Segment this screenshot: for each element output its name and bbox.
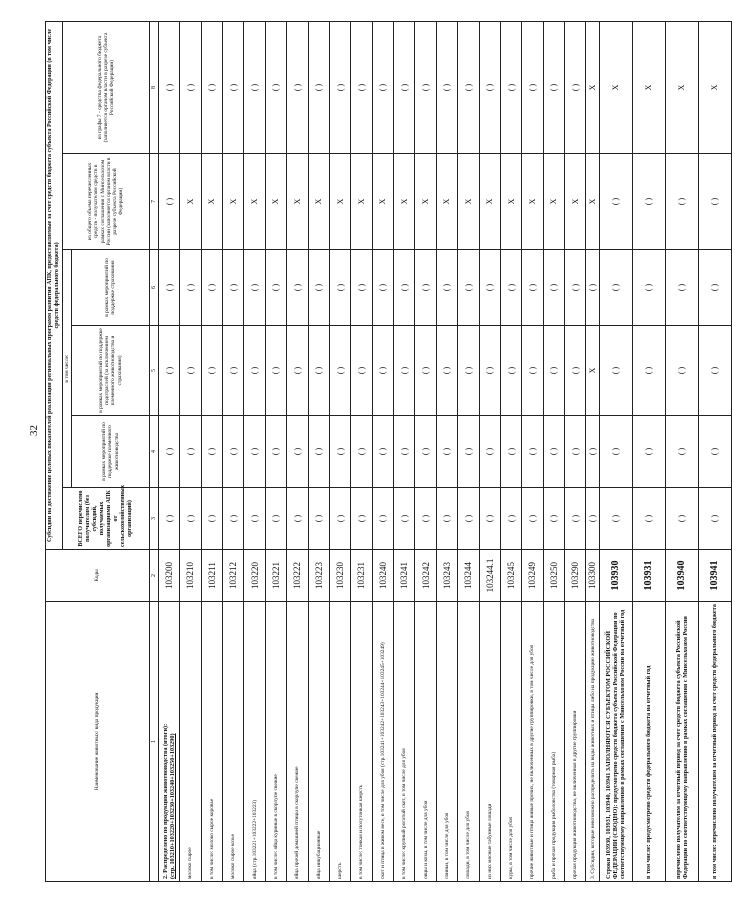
row-cell[interactable]: ( ) xyxy=(329,488,350,550)
row-code: 103941 xyxy=(698,550,731,602)
row-cell[interactable]: ( ) xyxy=(543,326,564,416)
row-cell[interactable]: ( ) xyxy=(479,416,500,488)
header-sub2: в рамках мероприятий по поддержке подотраслей (за исключением племенного животноводства и страхования) xyxy=(71,326,149,416)
row-name xyxy=(265,602,286,882)
row-cell[interactable]: ( ) xyxy=(329,21,350,153)
row-code: 103250 xyxy=(543,550,564,602)
row-cell[interactable]: ( ) xyxy=(436,21,457,153)
row-cell[interactable]: X xyxy=(265,154,286,250)
row-cell[interactable]: X xyxy=(329,154,350,250)
row-name-text: прочие животные и птица живые прочих, не включенных в другие группировки, в том числе для убоя xyxy=(529,644,536,879)
row-name xyxy=(351,602,372,882)
row-name xyxy=(415,602,436,882)
col-number: 7 xyxy=(149,154,158,250)
row-cell[interactable]: ( ) xyxy=(287,416,308,488)
header-total-col: ВСЕГО перечислено получателям (без субсидий, получаемых организациями АПК от сельскохозяйственных организаций) xyxy=(62,488,149,550)
row-cell[interactable]: ( ) xyxy=(223,21,244,153)
row-name-text: шерсть xyxy=(337,862,344,879)
row-cell[interactable]: ( ) xyxy=(586,250,599,326)
row-name xyxy=(458,602,479,882)
row-name xyxy=(543,602,564,882)
row-name xyxy=(308,602,329,882)
row-name xyxy=(632,602,665,882)
header-name-col: Наименование животных/ вида продукции xyxy=(46,602,150,882)
row-cell[interactable]: ( ) xyxy=(265,416,286,488)
row-name xyxy=(479,602,500,882)
table-row xyxy=(244,21,265,881)
row-name xyxy=(223,602,244,882)
row-cell[interactable]: ( ) xyxy=(698,326,731,416)
row-name-text: скот и птица в живом весе, в том числе для убоя (стр.103241+103242+103243+103244+103245+103249) xyxy=(379,642,386,879)
row-name xyxy=(522,602,543,882)
col-number: 5 xyxy=(149,326,158,416)
row-cell[interactable]: ( ) xyxy=(158,326,179,416)
row-cell[interactable]: ( ) xyxy=(436,326,457,416)
row-cell[interactable]: ( ) xyxy=(458,488,479,550)
header-sub3: в рамках мероприятий по поддержке страхования xyxy=(71,250,149,326)
row-name-text: в том числе: перечислено получателям за отчетный период за счет средств федерального бюджета xyxy=(711,604,719,879)
table-row xyxy=(522,21,543,881)
row-cell[interactable]: ( ) xyxy=(522,326,543,416)
row-name xyxy=(372,602,393,882)
header-group-title: Субсидии на достижение целевых показателей реализации региональных программ развития АПК, предоставляемые за счет средств бюджета субъекта Российской Федерации (в том числе средств федерального бюджета) xyxy=(46,21,63,549)
row-name-text: 2. Распределено по продукции животноводства (итоги): xyxy=(162,723,170,879)
row-name xyxy=(287,602,308,882)
row-cell[interactable]: ( ) xyxy=(158,154,179,250)
row-cell[interactable]: ( ) xyxy=(565,326,586,416)
row-cell[interactable]: ( ) xyxy=(351,488,372,550)
row-code: 103244 xyxy=(458,550,479,602)
row-cell[interactable]: ( ) xyxy=(265,488,286,550)
row-code: 103940 xyxy=(665,550,698,602)
row-cell[interactable]: ( ) xyxy=(522,416,543,488)
table-body xyxy=(158,21,731,881)
row-cell[interactable]: ( ) xyxy=(586,416,599,488)
row-name-text: овцы и козы, в том числе для убоя xyxy=(422,800,429,879)
row-name xyxy=(436,602,457,882)
col-number: 8 xyxy=(149,21,158,153)
row-cell[interactable]: ( ) xyxy=(698,416,731,488)
row-formula: (стр. 103210+103220+103230+103240+103250+103290) xyxy=(169,733,177,879)
row-code: 103300 xyxy=(586,550,599,602)
row-cell[interactable]: ( ) xyxy=(158,21,179,153)
row-cell[interactable]: ( ) xyxy=(599,326,632,416)
row-cell[interactable]: ( ) xyxy=(180,416,201,488)
row-cell[interactable]: X xyxy=(500,154,521,250)
row-cell[interactable]: ( ) xyxy=(351,416,372,488)
table-row xyxy=(158,21,179,881)
col-number: 1 xyxy=(149,602,158,882)
row-cell[interactable]: X xyxy=(287,154,308,250)
row-code: 103210 xyxy=(180,550,201,602)
table-row xyxy=(586,21,599,881)
row-name-text: в том числе: яйца куриные в скорлупе свежие xyxy=(272,774,279,879)
header-in-that-number: в том числе: xyxy=(62,250,71,488)
row-cell[interactable]: X xyxy=(522,154,543,250)
row-cell[interactable]: ( ) xyxy=(632,154,665,250)
header-code-col: Коды xyxy=(46,550,150,602)
row-cell[interactable]: X xyxy=(351,154,372,250)
column-numbers-row xyxy=(149,21,158,881)
row-code: 103221 xyxy=(265,550,286,602)
row-code: 103244.1 xyxy=(479,550,500,602)
row-cell[interactable]: ( ) xyxy=(329,326,350,416)
table-row xyxy=(599,21,632,881)
row-cell[interactable]: ( ) xyxy=(223,416,244,488)
row-cell[interactable]: ( ) xyxy=(665,416,698,488)
row-cell[interactable]: ( ) xyxy=(543,250,564,326)
col-number: 2 xyxy=(149,550,158,602)
row-cell[interactable]: X xyxy=(543,154,564,250)
row-name-text: рыба и прочая продукция рыболовства (товарная рыба) xyxy=(550,751,557,879)
row-cell[interactable]: ( ) xyxy=(698,488,731,550)
row-cell[interactable]: ( ) xyxy=(632,416,665,488)
row-cell[interactable]: ( ) xyxy=(698,154,731,250)
row-cell[interactable]: ( ) xyxy=(479,488,500,550)
row-cell[interactable]: ( ) xyxy=(201,488,222,550)
row-code: 103230 xyxy=(329,550,350,602)
row-cell[interactable]: ( ) xyxy=(500,326,521,416)
table-row xyxy=(329,21,350,881)
row-cell[interactable]: ( ) xyxy=(394,416,415,488)
table-row xyxy=(394,21,415,881)
row-code: 103231 xyxy=(351,550,372,602)
page-number: 32 xyxy=(28,425,40,436)
row-cell[interactable]: X xyxy=(415,154,436,250)
row-cell[interactable]: ( ) xyxy=(500,21,521,153)
row-name-text: Строки 103930, 103931, 103940, 103941 ЗАПОЛНЯЮТСЯ СУБЪЕКТОМ РОССИЙСКОЙ ФЕДЕРАЦИИ (СВОДНО): предусмотрено средств бюджета субъекта Российской Федерации по соответствующему направлению в рамках соглашения с Минсельхозом России на отчетный год xyxy=(605,609,627,879)
row-cell[interactable]: ( ) xyxy=(351,21,372,153)
row-cell[interactable]: X xyxy=(201,154,222,250)
row-cell[interactable]: ( ) xyxy=(158,416,179,488)
row-cell[interactable]: ( ) xyxy=(394,326,415,416)
row-name xyxy=(180,602,201,882)
row-cell[interactable]: ( ) xyxy=(436,250,457,326)
row-cell[interactable]: ( ) xyxy=(158,250,179,326)
row-cell[interactable]: ( ) xyxy=(458,326,479,416)
row-cell[interactable]: ( ) xyxy=(351,326,372,416)
row-cell[interactable]: ( ) xyxy=(287,21,308,153)
row-name-text: из них мясные табунные лошади xyxy=(486,803,493,879)
table-row xyxy=(565,21,586,881)
row-cell[interactable]: ( ) xyxy=(586,488,599,550)
row-cell[interactable]: ( ) xyxy=(287,250,308,326)
row-cell[interactable]: ( ) xyxy=(394,250,415,326)
row-cell[interactable]: ( ) xyxy=(329,416,350,488)
row-name xyxy=(329,602,350,882)
row-cell[interactable]: ( ) xyxy=(308,326,329,416)
table-row xyxy=(180,21,201,881)
row-cell[interactable]: ( ) xyxy=(415,326,436,416)
row-cell[interactable]: ( ) xyxy=(665,326,698,416)
row-cell[interactable]: X xyxy=(394,154,415,250)
row-cell[interactable]: ( ) xyxy=(565,416,586,488)
table-row xyxy=(372,21,393,881)
col-number: 4 xyxy=(149,416,158,488)
table-row xyxy=(308,21,329,881)
row-cell[interactable]: ( ) xyxy=(308,250,329,326)
row-code: 103290 xyxy=(565,550,586,602)
row-cell[interactable]: ( ) xyxy=(599,488,632,550)
row-cell[interactable]: ( ) xyxy=(223,326,244,416)
row-cell[interactable]: X xyxy=(372,154,393,250)
table-row xyxy=(201,21,222,881)
row-cell[interactable]: X xyxy=(458,154,479,250)
row-cell[interactable]: ( ) xyxy=(500,416,521,488)
row-cell[interactable]: X xyxy=(244,154,265,250)
table-row xyxy=(415,21,436,881)
table-row xyxy=(351,21,372,881)
row-code: 103930 xyxy=(599,550,632,602)
row-cell[interactable]: ( ) xyxy=(244,21,265,153)
row-cell[interactable]: ( ) xyxy=(372,416,393,488)
row-cell[interactable]: ( ) xyxy=(599,154,632,250)
row-name-text: молоко сырое xyxy=(187,847,194,879)
row-cell[interactable]: ( ) xyxy=(223,250,244,326)
row-code: 103931 xyxy=(632,550,665,602)
row-cell[interactable]: ( ) xyxy=(458,250,479,326)
row-cell[interactable]: ( ) xyxy=(565,250,586,326)
row-cell[interactable]: ( ) xyxy=(543,416,564,488)
row-cell[interactable]: X xyxy=(308,154,329,250)
row-cell[interactable]: ( ) xyxy=(372,21,393,153)
header-of-col7: из графы 7 - средства федерального бюджета (заполняется органом власти в разрезе субъекта Российской Федерации) xyxy=(62,21,149,153)
row-name-text: яйца инкубационные xyxy=(315,830,322,879)
row-cell[interactable]: X xyxy=(632,21,665,153)
row-cell[interactable]: ( ) xyxy=(265,250,286,326)
row-name-text: молоко сырое козье xyxy=(230,833,237,879)
table-row xyxy=(265,21,286,881)
row-code: 103220 xyxy=(244,550,265,602)
row-cell[interactable]: ( ) xyxy=(287,488,308,550)
row-code: 103240 xyxy=(372,550,393,602)
row-code: 103212 xyxy=(223,550,244,602)
row-name xyxy=(158,602,179,882)
row-code: 103249 xyxy=(522,550,543,602)
col-number: 3 xyxy=(149,488,158,550)
table-row xyxy=(458,21,479,881)
row-name xyxy=(665,602,698,882)
row-name xyxy=(599,602,632,882)
row-name xyxy=(586,602,599,882)
row-cell[interactable]: ( ) xyxy=(632,250,665,326)
row-cell[interactable]: X xyxy=(599,21,632,153)
row-name xyxy=(201,602,222,882)
row-cell[interactable]: ( ) xyxy=(436,416,457,488)
row-cell[interactable]: ( ) xyxy=(458,416,479,488)
row-cell[interactable]: X xyxy=(586,21,599,153)
row-cell[interactable]: ( ) xyxy=(287,326,308,416)
row-cell[interactable]: X xyxy=(565,154,586,250)
row-code: 103200 xyxy=(158,550,179,602)
table-row xyxy=(665,21,698,881)
row-cell[interactable]: ( ) xyxy=(394,488,415,550)
row-cell[interactable]: ( ) xyxy=(329,250,350,326)
row-cell[interactable]: ( ) xyxy=(415,488,436,550)
row-cell[interactable]: ( ) xyxy=(522,488,543,550)
table-row xyxy=(632,21,665,881)
row-name-text: в том числе: предусмотрено средств федерального бюджета на отчетный год xyxy=(645,665,653,879)
table-row xyxy=(436,21,457,881)
row-code: 103243 xyxy=(436,550,457,602)
row-name-text: в том числе: крупный рогатый скот, в том числе для убоя xyxy=(401,748,408,879)
row-cell[interactable]: X xyxy=(479,154,500,250)
row-name xyxy=(698,602,731,882)
subsidy-table xyxy=(45,21,732,882)
row-cell[interactable]: ( ) xyxy=(479,250,500,326)
row-cell[interactable]: X xyxy=(586,154,599,250)
table-row xyxy=(223,21,244,881)
row-code: 103241 xyxy=(394,550,415,602)
row-cell[interactable]: ( ) xyxy=(158,488,179,550)
row-cell[interactable]: ( ) xyxy=(522,250,543,326)
row-cell[interactable]: ( ) xyxy=(351,250,372,326)
row-cell[interactable]: ( ) xyxy=(599,416,632,488)
row-name-text: в том числе: молоко сырое коровье xyxy=(208,798,215,879)
row-cell[interactable]: ( ) xyxy=(372,488,393,550)
row-cell[interactable]: ( ) xyxy=(244,416,265,488)
row-cell[interactable]: ( ) xyxy=(543,488,564,550)
table-row xyxy=(698,21,731,881)
row-cell[interactable]: ( ) xyxy=(201,250,222,326)
row-cell[interactable]: ( ) xyxy=(522,21,543,153)
row-cell[interactable]: ( ) xyxy=(599,250,632,326)
row-cell[interactable]: ( ) xyxy=(308,488,329,550)
header-sub1: в рамках мероприятий по поддержке племенного животноводства xyxy=(71,416,149,488)
row-cell[interactable]: ( ) xyxy=(415,21,436,153)
row-code: 103223 xyxy=(308,550,329,602)
row-name-text: в том числе: тонкая и полутонкая шерсть xyxy=(358,784,365,879)
row-code: 103211 xyxy=(201,550,222,602)
row-cell[interactable]: ( ) xyxy=(458,21,479,153)
row-cell[interactable]: ( ) xyxy=(500,488,521,550)
row-cell[interactable]: ( ) xyxy=(698,250,731,326)
row-cell[interactable]: ( ) xyxy=(415,250,436,326)
table-row xyxy=(479,21,500,881)
row-cell[interactable]: ( ) xyxy=(665,154,698,250)
row-cell[interactable]: X xyxy=(698,21,731,153)
row-cell[interactable]: ( ) xyxy=(665,488,698,550)
row-cell[interactable]: ( ) xyxy=(372,250,393,326)
row-cell[interactable]: ( ) xyxy=(632,326,665,416)
table-row xyxy=(287,21,308,881)
row-cell[interactable]: ( ) xyxy=(180,21,201,153)
row-cell[interactable]: ( ) xyxy=(180,250,201,326)
row-cell[interactable]: X xyxy=(180,154,201,250)
row-cell[interactable]: X xyxy=(665,21,698,153)
row-cell[interactable]: ( ) xyxy=(223,488,244,550)
row-cell[interactable]: X xyxy=(436,154,457,250)
row-name-text: свиньи, в том числе для убоя xyxy=(443,812,450,879)
row-cell[interactable]: ( ) xyxy=(308,416,329,488)
row-cell[interactable]: ( ) xyxy=(372,326,393,416)
row-name-text: перечислено получателям за отчетный период за счет средств бюджета субъекта Российской Федерации по соответствующему направлению в рамках соглашения с Минсельхозом России xyxy=(674,616,689,879)
row-name-text: 3. Субсидии, которые невозможно распределить на виды животных и птицы либо на продукцию животноводства xyxy=(589,618,596,879)
row-cell[interactable]: ( ) xyxy=(265,21,286,153)
row-cell[interactable]: ( ) xyxy=(308,21,329,153)
row-cell[interactable]: X xyxy=(586,326,599,416)
row-name xyxy=(500,602,521,882)
row-cell[interactable]: ( ) xyxy=(565,488,586,550)
col-number: 6 xyxy=(149,250,158,326)
row-name-text: яйца (стр.103221+103222+103223) xyxy=(251,799,258,879)
header-from-total: из общего объема перечисленных средств - получателям средств в рамках соглашения с Минсельхозом России (заполняется органом власти в разрезе субъекта Российской Федерации) xyxy=(62,154,149,250)
row-cell[interactable]: ( ) xyxy=(665,250,698,326)
row-cell[interactable]: ( ) xyxy=(244,488,265,550)
row-cell[interactable]: ( ) xyxy=(632,488,665,550)
row-cell[interactable]: ( ) xyxy=(244,326,265,416)
row-cell[interactable]: X xyxy=(223,154,244,250)
row-name xyxy=(394,602,415,882)
row-code: 103222 xyxy=(287,550,308,602)
row-cell[interactable]: ( ) xyxy=(565,21,586,153)
row-cell[interactable]: ( ) xyxy=(265,326,286,416)
row-cell[interactable]: ( ) xyxy=(201,21,222,153)
row-name-text: лошади, в том числе для убоя xyxy=(465,811,472,879)
row-name-text: прочая продукция животноводства, не включенная в другие группировки xyxy=(572,710,579,879)
row-code: 103242 xyxy=(415,550,436,602)
row-cell[interactable]: ( ) xyxy=(180,326,201,416)
row-cell[interactable]: ( ) xyxy=(479,21,500,153)
row-code: 103245 xyxy=(500,550,521,602)
row-cell[interactable]: ( ) xyxy=(500,250,521,326)
row-cell[interactable]: ( ) xyxy=(394,21,415,153)
row-name-text: куры, в том числе для убоя xyxy=(508,817,515,879)
row-cell[interactable]: ( ) xyxy=(415,416,436,488)
rotated-sheet xyxy=(45,22,721,882)
row-cell[interactable]: ( ) xyxy=(436,488,457,550)
row-cell[interactable]: ( ) xyxy=(201,416,222,488)
row-cell[interactable]: ( ) xyxy=(543,21,564,153)
table-row xyxy=(543,21,564,881)
row-cell[interactable]: ( ) xyxy=(201,326,222,416)
row-cell[interactable]: ( ) xyxy=(244,250,265,326)
row-cell[interactable]: ( ) xyxy=(180,488,201,550)
row-cell[interactable]: ( ) xyxy=(479,326,500,416)
row-name xyxy=(565,602,586,882)
table-row xyxy=(500,21,521,881)
row-name xyxy=(244,602,265,882)
row-name-text: яйца прочей домашней птицы в скорлупе свежие xyxy=(294,766,301,879)
